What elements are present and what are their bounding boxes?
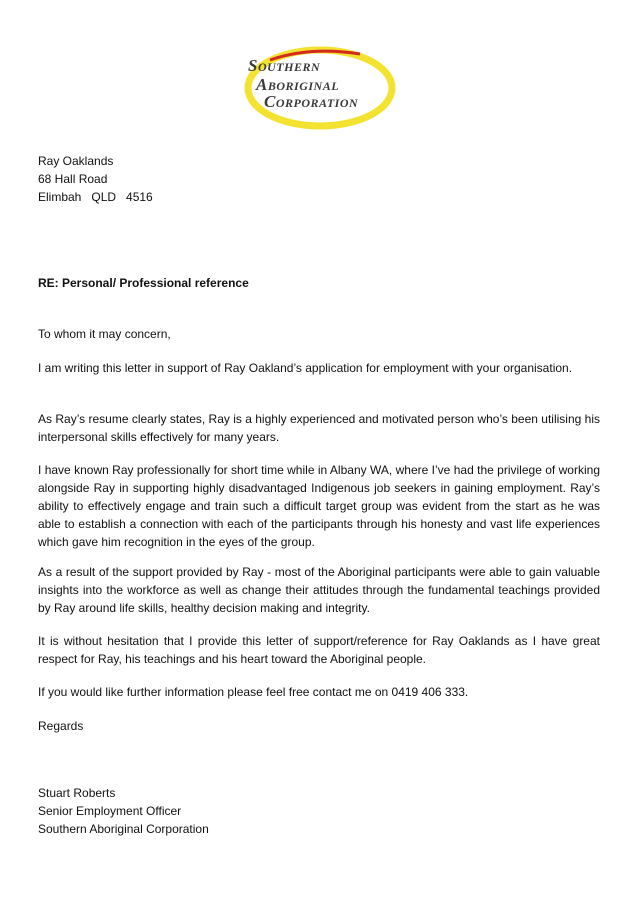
recipient-address (38, 152, 600, 206)
recipient-locality: Elimbah QLD 4516 (38, 190, 153, 204)
paragraph-application-support: I am writing this letter in support of Ray Oakland’s application for employment with your organisation. (38, 361, 573, 375)
paragraph-known-ray: I have known Ray professionally for short time while in Albany WA, where I’ve had the privilege of working alongside Ray in supporting highly disadvantaged Indigenous job seekers in gaining employment. Ray’s ability to effectively engage and train such a difficult target group was evident from the start as he was able to establish a connection with each of the participants through his honesty and vast life experiences which gave him recognition in the eyes of the group. (38, 463, 600, 549)
recipient-name: Ray Oaklands (38, 154, 114, 168)
subject-line: RE: Personal/ Professional reference (38, 276, 249, 290)
paragraph-recommendation: It is without hesitation that I provide this letter of support/reference for Ray Oaklands as I have great respect for Ray, his teachings and his heart toward the Aboriginal people. (38, 634, 600, 666)
recipient-street: 68 Hall Road (38, 172, 108, 186)
paragraph-experience: As Ray’s resume clearly states, Ray is a highly experienced and motivated person who’s been utilising his interpersonal skills effectively for many years. (38, 412, 600, 444)
signature-block (38, 784, 600, 838)
logo-line-southern: SOUTHERN (248, 56, 321, 75)
signatory-title: Senior Employment Officer (38, 804, 182, 818)
signatory-organisation: Southern Aboriginal Corporation (38, 822, 209, 836)
paragraph-contact: If you would like further information please feel free contact me on 0419 406 333. (38, 685, 469, 699)
southern-aboriginal-corporation-logo (240, 40, 400, 134)
logo-line-aboriginal: ABORIGINAL (256, 75, 340, 94)
paragraph-results: As a result of the support provided by Ray - most of the Aboriginal participants were able to gain valuable insights into the workforce as well as change their attitudes through the fundamental teachings provided by Ray around life skills, healthy decision making and integrity. (38, 565, 600, 615)
signatory-name: Stuart Roberts (38, 786, 116, 800)
closing: Regards (38, 719, 84, 733)
logo-line-corporation: CORPORATION (264, 92, 359, 111)
salutation: To whom it may concern, (38, 327, 171, 341)
